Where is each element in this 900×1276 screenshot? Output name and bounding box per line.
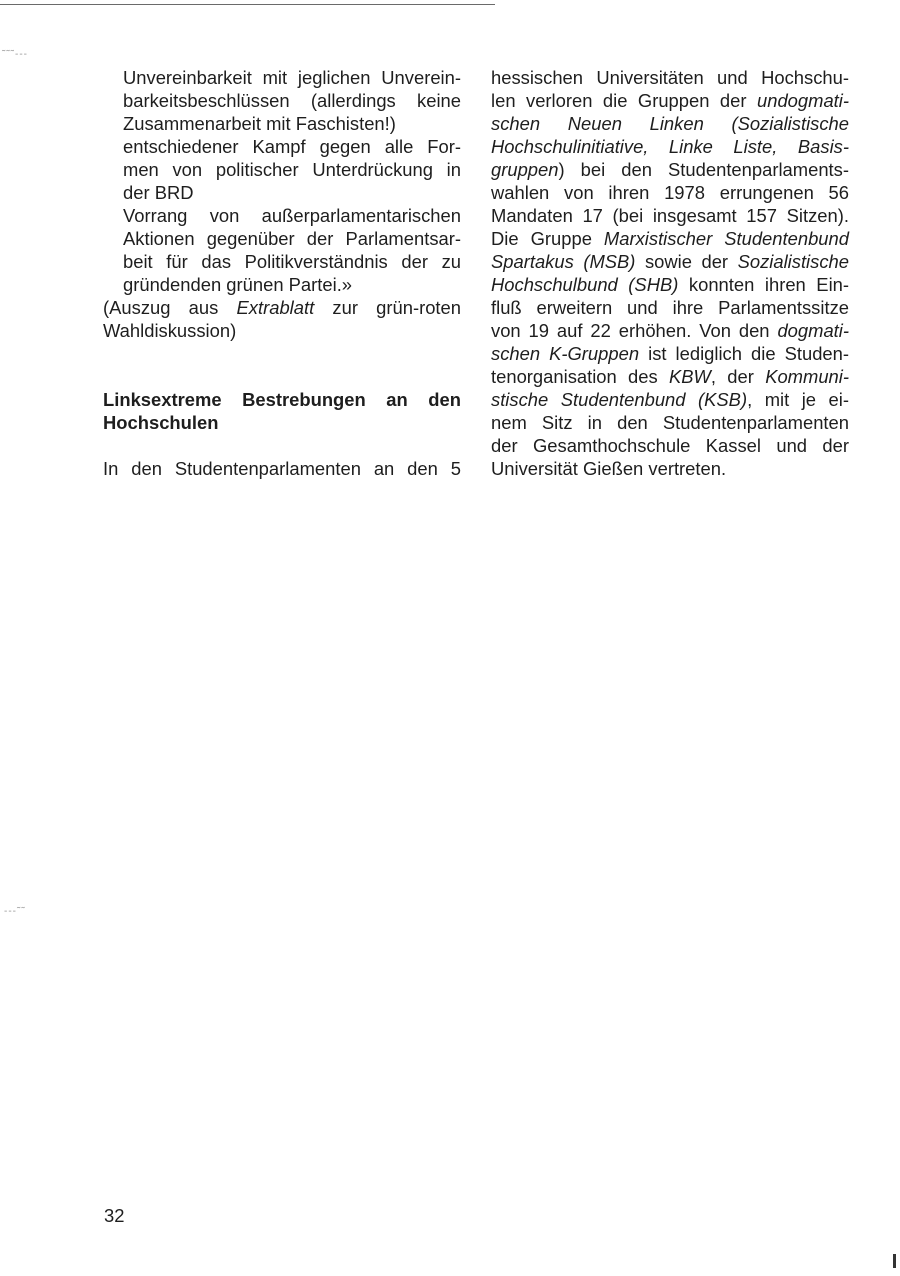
italic-term: Marxistischer Studentenbund — [603, 228, 849, 249]
text-line: Mandaten 17 (bei insgesamt 157 Sitzen). — [491, 205, 849, 226]
text-line — [491, 158, 849, 181]
italic-term: Kommuni- — [765, 366, 849, 387]
text-line: Unvereinbarkeit mit jeglichen Unverein- — [123, 67, 461, 88]
text-line — [491, 227, 849, 250]
left-column — [103, 66, 461, 480]
section-heading: Hochschulen — [103, 412, 219, 433]
text-fragment: ) bei den Studentenparlaments- — [558, 159, 849, 180]
italic-term: stische Studentenbund (KSB) — [491, 389, 748, 410]
text-fragment: , mit je ei- — [747, 389, 849, 410]
text-fragment: tenorganisation des — [491, 366, 669, 387]
list-item — [103, 135, 461, 204]
page-number: 32 — [104, 1205, 125, 1226]
spacer — [103, 342, 461, 388]
text-line: entschiedener Kampf gegen alle For- — [123, 136, 461, 157]
italic-term: gruppen — [491, 159, 559, 180]
text-line: Vorrang von außerparlamentarischen — [123, 205, 461, 226]
text-line — [491, 135, 849, 158]
text-line: hessischen Universitäten und Hochschu- — [491, 67, 849, 88]
text-line — [491, 365, 849, 388]
text-fragment: len verloren die Gruppen der — [491, 90, 757, 111]
source-citation — [103, 296, 461, 319]
text-line — [491, 388, 849, 411]
text-line — [491, 112, 849, 135]
text-line: wahlen von ihren 1978 errungenen 56 — [491, 182, 849, 203]
text-line: nem Sitz in den Studentenparlamenten — [491, 412, 849, 433]
italic-term: Spartakus (MSB) — [491, 251, 636, 272]
text-line: Universität Gießen vertreten. — [491, 458, 727, 479]
spacer — [103, 434, 461, 457]
top-rule — [0, 4, 495, 5]
italic-term: Hochschulbund (SHB) — [491, 274, 679, 295]
text-fragment: Die Gruppe — [491, 228, 604, 249]
scan-artifact: ‐‐‐˜˜ — [4, 906, 26, 917]
text-line: Zusammenarbeit mit Faschisten!) — [123, 113, 396, 134]
text-line: Aktionen gegenüber der Parlamentsar- — [123, 228, 461, 249]
text-fragment: ist lediglich die Studen- — [639, 343, 849, 364]
italic-term: schen K-Gruppen — [491, 343, 640, 364]
italic-term: undogmati- — [756, 90, 849, 111]
italic-term: KBW — [669, 366, 711, 387]
scan-artifact: ˜˜˜‐‐‐ — [2, 49, 28, 60]
text-fragment: zur grün-roten — [314, 297, 461, 318]
text-fragment: (Auszug aus — [103, 297, 237, 318]
italic-term: Sozialistische — [737, 251, 849, 272]
text-line: fluß erweitern und ihre Parlamentssitze — [491, 297, 849, 318]
text-line: der BRD — [123, 182, 194, 203]
text-line — [491, 342, 849, 365]
text-line: der Gesamthochschule Kassel und der — [491, 435, 849, 456]
source-title: Extrablatt — [236, 297, 315, 318]
text-line: men von politischer Unterdrückung in — [123, 159, 461, 180]
list-item — [103, 204, 461, 296]
text-fragment: sowie der — [635, 251, 738, 272]
italic-term: dogmati- — [777, 320, 849, 341]
text-fragment: konnten ihren Ein- — [678, 274, 850, 295]
text-line: Wahldiskussion) — [103, 320, 237, 341]
text-line: barkeitsbeschlüssen (allerdings keine — [123, 90, 461, 111]
text-line: gründenden grünen Partei.» — [123, 274, 353, 295]
text-line — [491, 273, 849, 296]
italic-term: Hochschulinitiative, Linke Liste, Basis- — [491, 136, 849, 157]
paragraph-start: In den Studentenparlamenten an den 5 — [103, 458, 461, 479]
text-line — [491, 250, 849, 273]
list-item — [103, 66, 461, 135]
text-fragment: von 19 auf 22 erhöhen. Von den — [491, 320, 778, 341]
text-line — [491, 319, 849, 342]
scan-edge-mark — [893, 1254, 896, 1268]
section-heading: Linksextreme Bestrebungen an den — [103, 389, 461, 410]
text-fragment: , der — [710, 366, 766, 387]
right-column — [491, 66, 849, 480]
text-line: beit für das Politikverständnis der zu — [123, 251, 461, 272]
italic-term: schen Neuen Linken (Sozialistische — [491, 113, 849, 134]
text-line — [491, 89, 849, 112]
